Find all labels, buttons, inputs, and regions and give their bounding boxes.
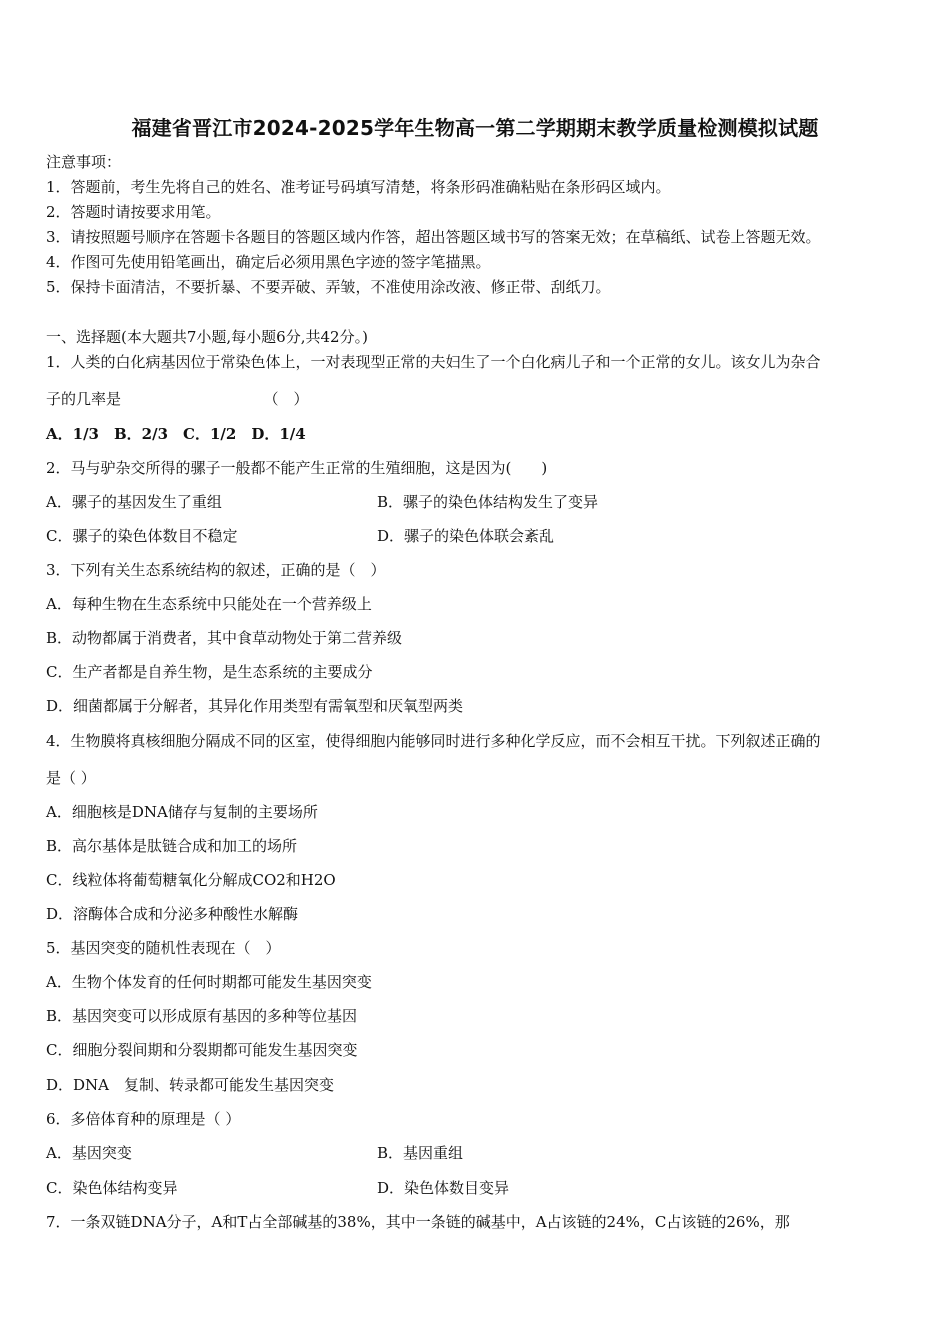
question-2-option-b: B．骡子的染色体结构发生了变异	[377, 493, 599, 511]
question-6-option-d: D．染色体数目变异	[377, 1179, 510, 1197]
question-4-option-d: D．溶酶体合成和分泌多种酸性水解酶	[46, 905, 299, 923]
question-3-option-b: B．动物都属于消费者，其中食草动物处于第二营养级	[46, 629, 403, 647]
question-2-option-c: C．骡子的染色体数目不稳定	[46, 527, 238, 545]
notice-item-2: 2．答题时请按要求用笔。	[46, 203, 221, 221]
notice-item-1: 1．答题前，考生先将自己的姓名、准考证号码填写清楚，将条形码准确粘贴在条形码区域内。	[46, 178, 671, 196]
question-5-option-c: C．细胞分裂间期和分裂期都可能发生基因突变	[46, 1041, 358, 1059]
question-6-option-b: B．基因重组	[377, 1144, 464, 1162]
question-4-stem: 4．生物膜将真核细胞分隔成不同的区室，使得细胞内能够同时进行多种化学反应，而不会相互干扰。下列叙述正确的	[46, 732, 821, 750]
question-1-stem-cont: 子的几率是 （ ）	[46, 390, 309, 408]
question-3-stem: 3．下列有关生态系统结构的叙述，正确的是（ ）	[46, 561, 386, 579]
notice-item-4: 4．作图可先使用铅笔画出，确定后必须用黑色字迹的签字笔描黑。	[46, 253, 491, 271]
notice-item-5: 5．保持卡面清洁，不要折暴、不要弄破、弄皱，不准使用涂改液、修正带、刮纸刀。	[46, 278, 611, 296]
question-7-stem: 7．一条双链DNA分子，A和T占全部碱基的38%，其中一条链的碱基中，A占该链的24%，C占该链的26%，那	[46, 1213, 790, 1231]
notice-heading: 注意事项：	[46, 153, 122, 171]
question-2-stem: 2．马与驴杂交所得的骡子一般都不能产生正常的生殖细胞，这是因为( )	[46, 459, 548, 477]
question-4-stem-cont: 是（ ）	[46, 769, 96, 787]
question-2-option-a: A．骡子的基因发生了重组	[46, 493, 222, 511]
question-5-option-a: A．生物个体发育的任何时期都可能发生基因突变	[46, 973, 372, 991]
question-5-stem: 5．基因突变的随机性表现在（ ）	[46, 939, 281, 957]
question-4-option-a: A．细胞核是DNA储存与复制的主要场所	[46, 803, 318, 821]
page-title: 福建省晋江市2024-2025学年生物高一第二学期期末教学质量检测模拟试题	[131, 116, 819, 140]
question-4-option-c: C．线粒体将葡萄糖氧化分解成CO2和H2O	[46, 871, 336, 889]
question-5-option-b: B．基因突变可以形成原有基因的多种等位基因	[46, 1007, 358, 1025]
question-6-stem: 6．多倍体育种的原理是（ ）	[46, 1110, 241, 1128]
question-5-option-d: D．DNA 复制、转录都可能发生基因突变	[46, 1076, 335, 1094]
question-3-option-d: D．细菌都属于分解者，其异化作用类型有需氧型和厌氧型两类	[46, 697, 464, 715]
section-heading: 一、选择题(本大题共7小题,每小题6分,共42分。)	[46, 328, 368, 346]
question-4-option-b: B．高尔基体是肽链合成和加工的场所	[46, 837, 298, 855]
question-3-option-c: C．生产者都是自养生物，是生态系统的主要成分	[46, 663, 373, 681]
question-1-options: A．1/3 B．2/3 C．1/2 D．1/4	[46, 425, 306, 443]
notice-item-3: 3．请按照题号顺序在答题卡各题目的答题区域内作答，超出答题区域书写的答案无效；在草稿纸、试卷上答题无效。	[46, 228, 821, 246]
question-6-option-c: C．染色体结构变异	[46, 1179, 178, 1197]
question-3-option-a: A．每种生物在生态系统中只能处在一个营养级上	[46, 595, 372, 613]
question-6-option-a: A．基因突变	[46, 1144, 132, 1162]
question-2-option-d: D．骡子的染色体联会紊乱	[377, 527, 555, 545]
question-1-stem: 1．人类的白化病基因位于常染色体上，一对表现型正常的夫妇生了一个白化病儿子和一个正常的女儿。该女儿为杂合	[46, 353, 821, 371]
